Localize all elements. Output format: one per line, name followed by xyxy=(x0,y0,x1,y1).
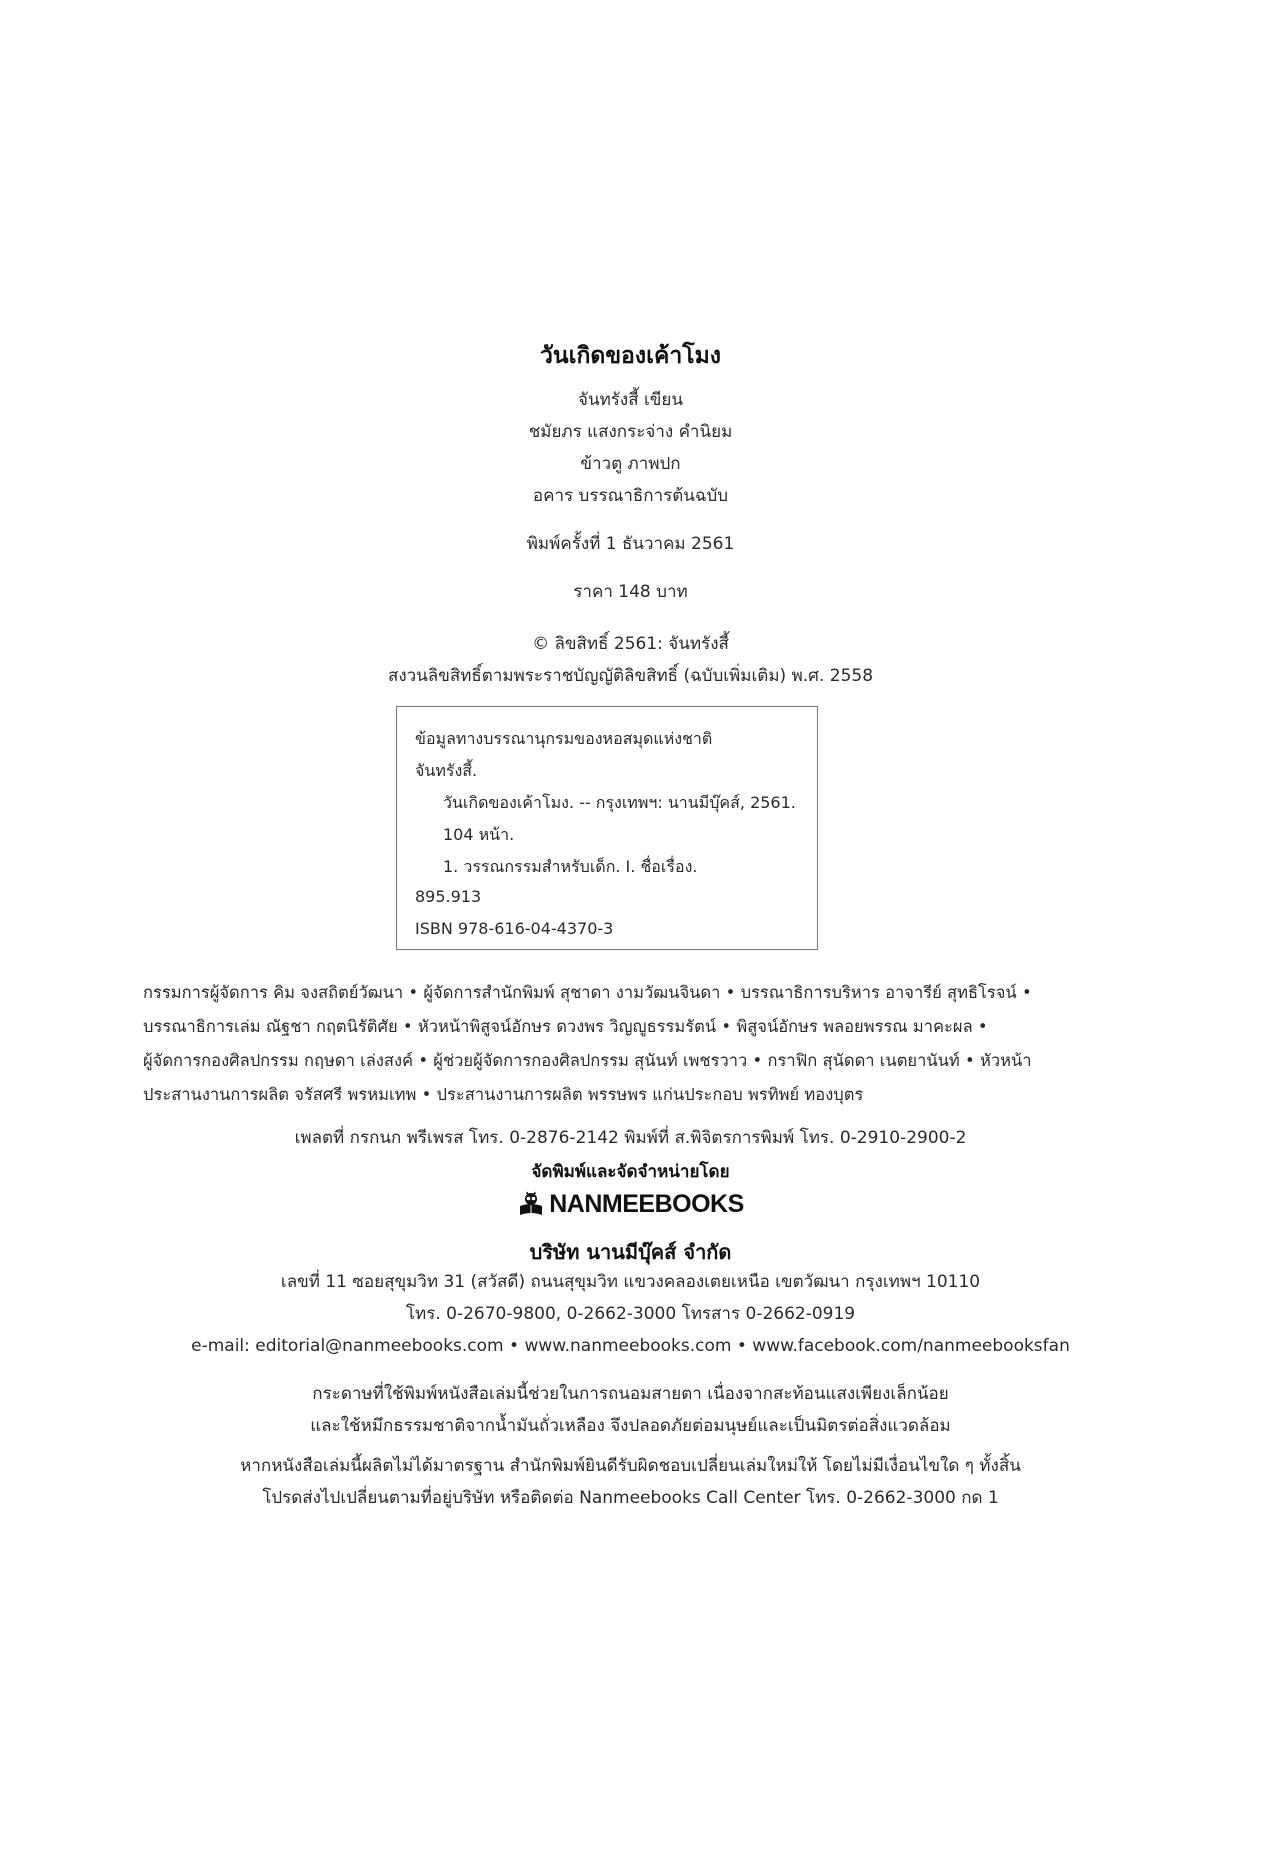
copyright-line: © ลิขสิทธิ์ 2561: จันทรังสี้ xyxy=(532,634,729,654)
owl-books-icon xyxy=(517,1191,545,1219)
defect-note-line-1: หากหนังสือเล่มนี้ผลิตไม่ได้มาตรฐาน สำนักพิมพ์ยินดีรับผิดชอบเปลี่ยนเล่มใหม่ให้ โดยไม่มีเงื่อนไขใด ๆ ทั้งสิ้น xyxy=(240,1456,1021,1476)
paper-note-line-1: กระดาษที่ใช้พิมพ์หนังสือเล่มนี้ช่วยในการถนอมสายตา เนื่องจากสะท้อนแสงเพียงเล็กน้อย xyxy=(312,1384,949,1404)
printing-info: เพลตที่ กรกนก พรีเพรส โทร. 0-2876-2142 พิมพ์ที่ ส.พิจิตรการพิมพ์ โทร. 0-2910-2900-2 xyxy=(294,1128,967,1148)
catalog-class-number: 895.913 xyxy=(415,887,482,906)
price-line: ราคา 148 บาท xyxy=(573,582,688,602)
copyright-reserved-line: สงวนลิขสิทธิ์ตามพระราชบัญญัติลิขสิทธิ์ (ฉบับเพิ่มเติม) พ.ศ. 2558 xyxy=(387,666,874,686)
catalog-pages: 104 หน้า. xyxy=(443,825,515,844)
paper-note-line-2: และใช้หมึกธรรมชาติจากน้ำมันถั่วเหลือง จึงปลอดภัยต่อมนุษย์และเป็นมิตรต่อสิ่งแวดล้อม xyxy=(310,1416,951,1436)
publisher-company-name: บริษัท นานมีบุ๊คส์ จำกัด xyxy=(529,1240,732,1264)
distributed-by-label: จัดพิมพ์และจัดจำหน่ายโดย xyxy=(531,1162,730,1182)
staff-credits-line-4: ประสานงานการผลิต จรัสศรี พรหมเทพ • ประสานงานการผลิต พรรษพร แก่นประกอบ พรทิพย์ ทองบุตร xyxy=(143,1085,864,1104)
staff-credits-line-2: บรรณาธิการเล่ม ณัฐชา กฤตนิรัติศัย • หัวหน้าพิสูจน์อักษร ดวงพร วิญญูธรรมรัตน์ • พิสูจน์อักษร พลอยพรรณ มาคะผล • xyxy=(143,1017,988,1036)
catalog-subject: 1. วรรณกรรมสำหรับเด็ก. I. ชื่อเรื่อง. xyxy=(443,857,698,876)
publisher-logo-row xyxy=(0,1190,1261,1223)
publisher-logo xyxy=(517,1190,744,1219)
edition-line: พิมพ์ครั้งที่ 1 ธันวาคม 2561 xyxy=(526,534,735,554)
catalog-isbn: ISBN 978-616-04-4370-3 xyxy=(415,919,614,938)
foreword-line: ชมัยภร แสงกระจ่าง คำนิยม xyxy=(528,422,733,442)
publisher-contact-links: e-mail: editorial@nanmeebooks.com • www.nanmeebooks.com • www.facebook.com/nanmeebooksfan xyxy=(191,1336,1070,1356)
catalog-author: จันทรังสี้. xyxy=(415,761,478,780)
publisher-address: เลขที่ 11 ซอยสุขุมวิท 31 (สวัสดี) ถนนสุขุมวิท แขวงคลองเตยเหนือ เขตวัฒนา กรุงเทพฯ 10110 xyxy=(280,1272,981,1292)
publisher-phone: โทร. 0-2670-9800, 0-2662-3000 โทรสาร 0-2662-0919 xyxy=(405,1304,856,1324)
catalog-title: วันเกิดของเค้าโมง. -- กรุงเทพฯ: นานมีบุ๊คส์, 2561. xyxy=(443,793,796,812)
book-title: วันเกิดของเค้าโมง xyxy=(539,343,722,369)
publisher-logo-text: NANMEEBOOKS xyxy=(549,1190,744,1218)
defect-note-line-2: โปรดส่งไปเปลี่ยนตามที่อยู่บริษัท หรือติดต่อ Nanmeebooks Call Center โทร. 0-2662-3000 กด 1 xyxy=(262,1488,999,1508)
author-line: จันทรังสี้ เขียน xyxy=(577,390,683,410)
cover-illustrator-line: ข้าวตู ภาพปก xyxy=(580,454,681,474)
original-editor-line: อคาร บรรณาธิการต้นฉบับ xyxy=(532,486,729,506)
staff-credits-line-3: ผู้จัดการกองศิลปกรรม กฤษดา เล่งสงค์ • ผู้ช่วยผู้จัดการกองศิลปกรรม สุนันท์ เพชรวาว • กราฟิก สุนัดดา เนตยานันท์ • หัวหน้า xyxy=(143,1051,1032,1070)
catalog-header: ข้อมูลทางบรรณานุกรมของหอสมุดแห่งชาติ xyxy=(415,729,713,748)
cataloging-box xyxy=(396,706,818,950)
staff-credits-line-1: กรรมการผู้จัดการ คิม จงสถิตย์วัฒนา • ผู้จัดการสำนักพิมพ์ สุชาดา งามวัฒนจินดา • บรรณาธิการบริหาร อาจารีย์ สุทธิโรจน์ • xyxy=(143,983,1032,1002)
